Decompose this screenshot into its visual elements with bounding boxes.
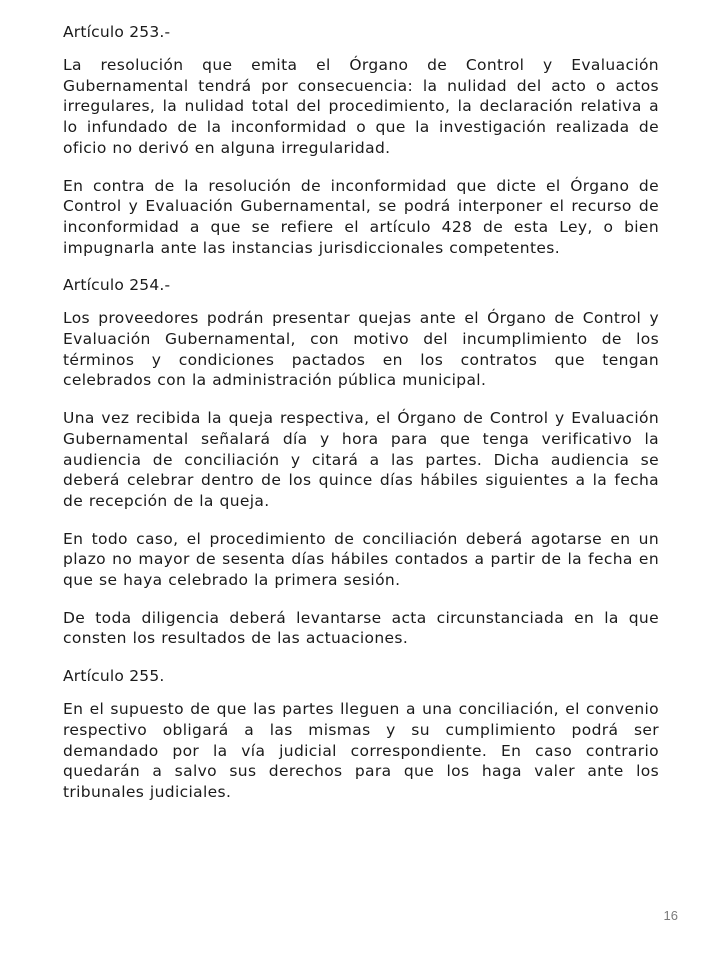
article-heading: Artículo 254.- <box>63 276 171 295</box>
paragraph: Los proveedores podrán presentar quejas ante el Órgano de Control y Evaluación Gubernamental, con motivo del incumplimiento de los términos y condiciones pactados en los contratos que tengan celebrados con la administración pública municipal. <box>63 309 659 390</box>
paragraph: En contra de la resolución de inconformidad que dicte el Órgano de Control y Evaluación Gubernamental, se podrá interponer el recurso de inconformidad a que se refiere el artículo 428 de esta Ley, o bien impugnarla ante las instancias jurisdiccionales competentes. <box>63 176 659 257</box>
article-heading: Artículo 253.- <box>63 23 171 41</box>
article-255 <box>63 666 659 803</box>
paragraph: En todo caso, el procedimiento de conciliación deberá agotarse en un plazo no mayor de sesenta días hábiles contados a partir de la fecha en que se haya celebrado la primera sesión. <box>63 529 659 590</box>
paragraph: La resolución que emita el Órgano de Control y Evaluación Gubernamental tendrá por consecuencia: la nulidad del acto o actos irregulares, la nulidad total del procedimiento, la declaración relativa a lo infundado de la inconformidad o que la investigación realizada de oficio no derivó en alguna irregularidad. <box>63 56 659 157</box>
article-253 <box>63 22 659 258</box>
article-heading: Artículo 255. <box>63 667 165 686</box>
document-page <box>63 22 659 820</box>
paragraph: En el supuesto de que las partes lleguen a una conciliación, el convenio respectivo obligará a las mismas y su cumplimiento podrá ser demandado por la vía judicial correspondiente. En caso contrario quedarán a salvo sus derechos para que los haga valer ante los tribunales judiciales. <box>63 700 659 801</box>
paragraph: De toda diligencia deberá levantarse acta circunstanciada en la que consten los resultados de las actuaciones. <box>63 608 659 648</box>
article-254 <box>63 275 659 649</box>
page-number: 16 <box>663 908 678 923</box>
paragraph: Una vez recibida la queja respectiva, el Órgano de Control y Evaluación Gubernamental señalará día y hora para que tenga verificativo la audiencia de conciliación y citará a las partes. Dicha audiencia se deberá celebrar dentro de los quince días hábiles siguientes a la fecha de recepción de la queja. <box>63 409 659 510</box>
